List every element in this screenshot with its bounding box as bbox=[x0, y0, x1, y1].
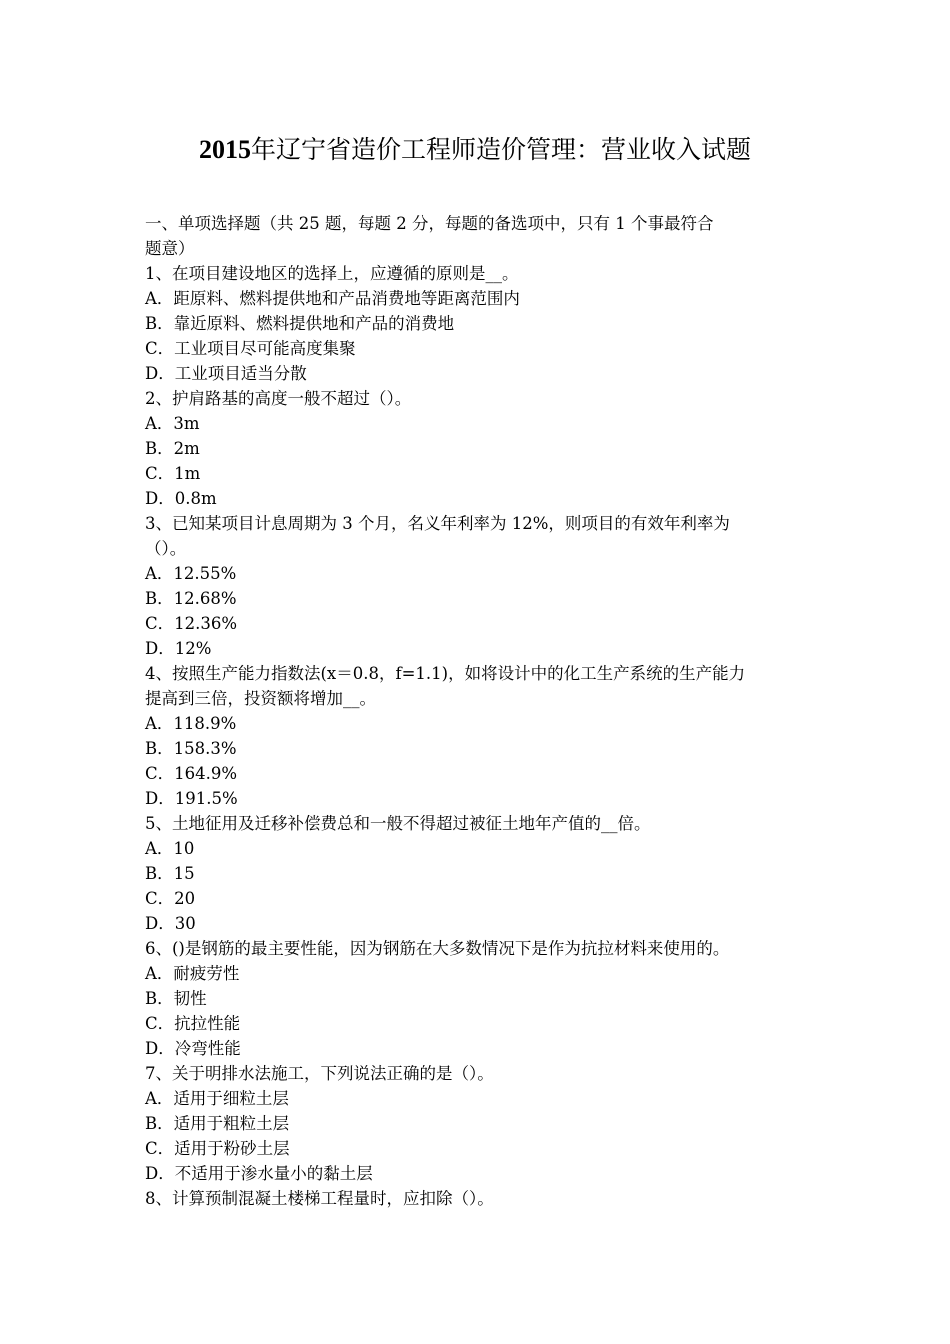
section-heading-cont: 题意） bbox=[145, 239, 195, 258]
answer-option: D．30 bbox=[145, 914, 196, 933]
answer-option: A．距原料、燃料提供地和产品消费地等距离范围内 bbox=[145, 289, 520, 308]
question-text: 8、计算预制混凝土楼梯工程量时，应扣除（）。 bbox=[145, 1189, 494, 1208]
question-text: 7、关于明排水法施工，下列说法正确的是（）。 bbox=[145, 1064, 494, 1083]
answer-option: C．1m bbox=[145, 464, 201, 483]
title-text: 年辽宁省造价工程师造价管理：营业收入试题 bbox=[250, 135, 751, 164]
answer-option: A．耐疲劳性 bbox=[145, 964, 240, 983]
answer-option: A．118.9% bbox=[145, 714, 237, 733]
answer-option: B．15 bbox=[145, 864, 195, 883]
document-title bbox=[0, 132, 950, 168]
answer-option: A．适用于细粒土层 bbox=[145, 1089, 289, 1108]
answer-option: C．20 bbox=[145, 889, 196, 908]
answer-option: D．工业项目适当分散 bbox=[145, 364, 307, 383]
answer-option: D．不适用于渗水量小的黏土层 bbox=[145, 1164, 373, 1183]
answer-option: D．冷弯性能 bbox=[145, 1039, 241, 1058]
section-heading: 一、单项选择题（共 25 题，每题 2 分，每题的备选项中，只有 1 个事最符合 bbox=[145, 214, 714, 233]
question-text: 提高到三倍，投资额将增加__。 bbox=[145, 689, 376, 708]
question-text: 1、在项目建设地区的选择上，应遵循的原则是__。 bbox=[145, 264, 519, 283]
question-text: 2、护肩路基的高度一般不超过（）。 bbox=[145, 389, 412, 408]
answer-option: B．158.3% bbox=[145, 739, 237, 758]
document-body bbox=[145, 211, 810, 1211]
answer-option: A．3m bbox=[145, 414, 200, 433]
answer-option: C．164.9% bbox=[145, 764, 238, 783]
answer-option: A．12.55% bbox=[145, 564, 237, 583]
question-text: （）。 bbox=[145, 539, 187, 558]
answer-option: B．2m bbox=[145, 439, 200, 458]
answer-option: B．靠近原料、燃料提供地和产品的消费地 bbox=[145, 314, 455, 333]
question-text: 6、()是钢筋的最主要性能，因为钢筋在大多数情况下是作为抗拉材料来使用的。 bbox=[145, 939, 730, 958]
answer-option: C．工业项目尽可能高度集聚 bbox=[145, 339, 356, 358]
question-text: 4、按照生产能力指数法(x＝0.8，f=1.1)，如将设计中的化工生产系统的生产能力 bbox=[145, 664, 746, 683]
answer-option: C．抗拉性能 bbox=[145, 1014, 241, 1033]
answer-option: C．12.36% bbox=[145, 614, 238, 633]
title-year: 2015 bbox=[198, 135, 251, 164]
answer-option: B．韧性 bbox=[145, 989, 207, 1008]
answer-option: B．适用于粗粒土层 bbox=[145, 1114, 290, 1133]
answer-option: C．适用于粉砂土层 bbox=[145, 1139, 290, 1158]
answer-option: B．12.68% bbox=[145, 589, 237, 608]
answer-option: D．0.8m bbox=[145, 489, 217, 508]
answer-option: A．10 bbox=[145, 839, 195, 858]
answer-option: D．12% bbox=[145, 639, 212, 658]
answer-option: D．191.5% bbox=[145, 789, 238, 808]
question-list bbox=[145, 261, 810, 1211]
question-text: 3、已知某项目计息周期为 3 个月，名义年利率为 12%，则项目的有效年利率为 bbox=[145, 514, 730, 533]
question-text: 5、土地征用及迁移补偿费总和一般不得超过被征土地年产值的__倍。 bbox=[145, 814, 651, 833]
